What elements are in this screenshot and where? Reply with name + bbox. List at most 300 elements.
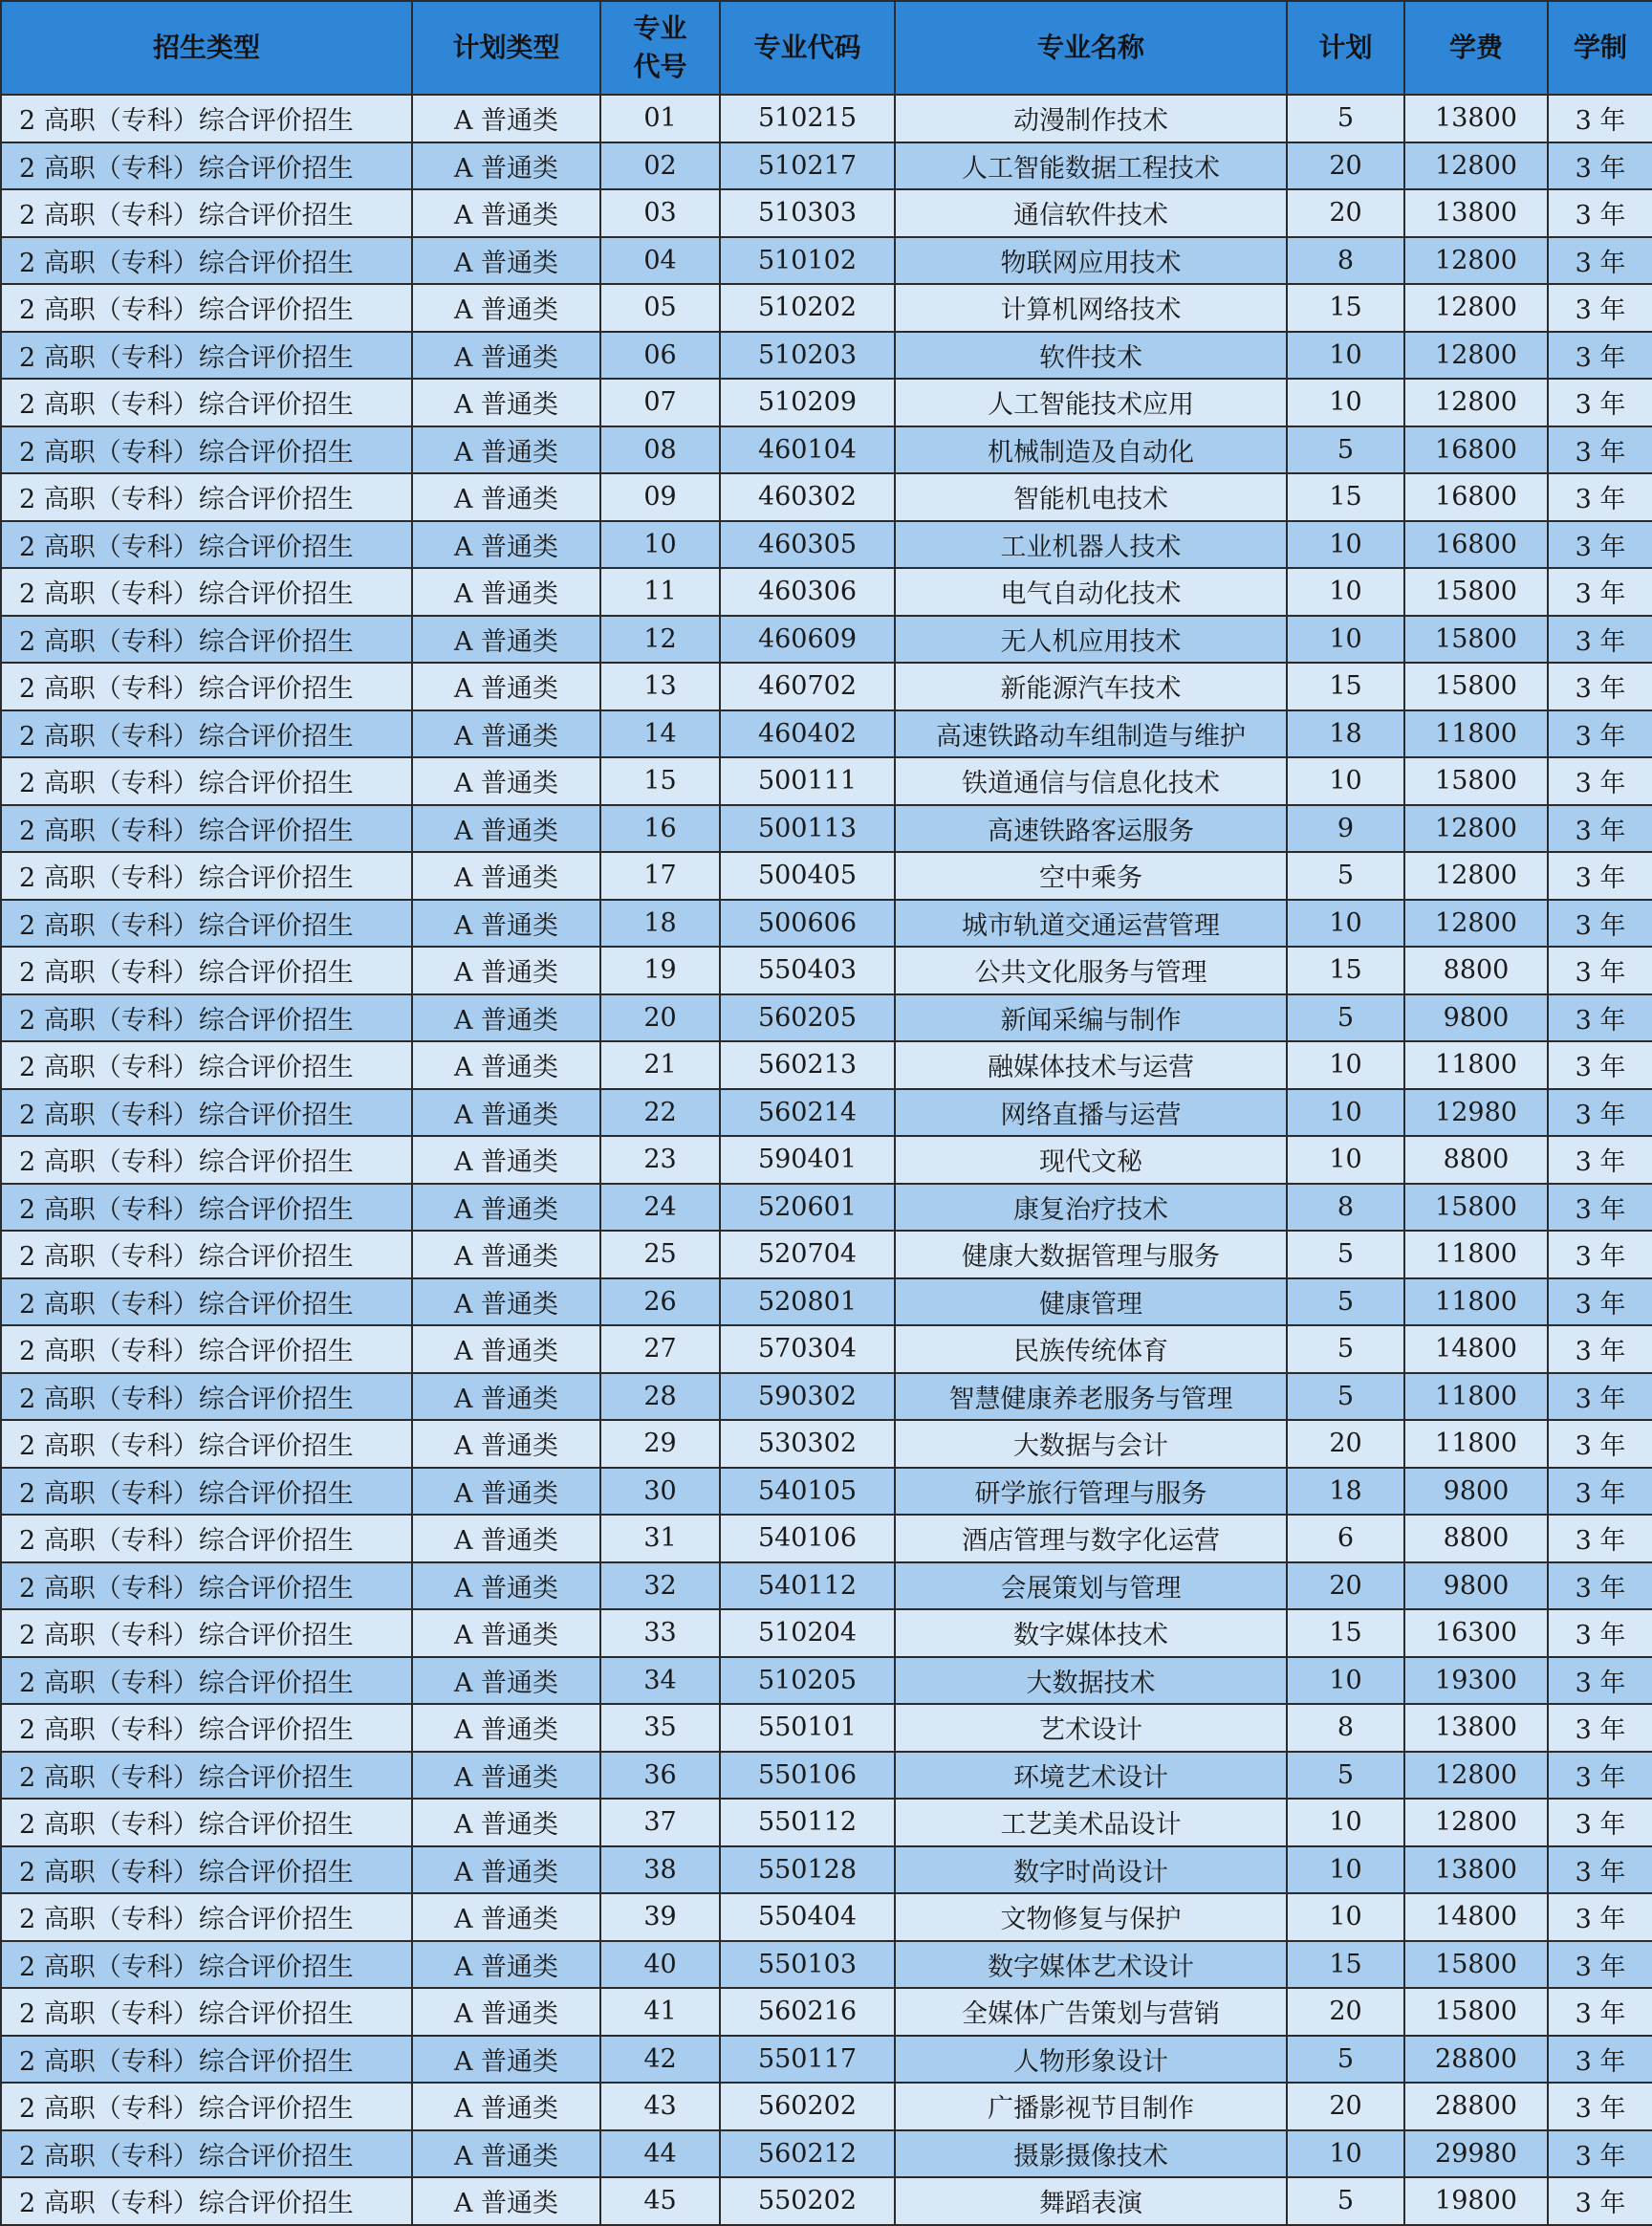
table-row (1, 2083, 1652, 2130)
cell-major-code: 550103 (720, 1941, 895, 1989)
cell-major-seq: 24 (600, 1184, 720, 1232)
cell-plan-type: A 普通类 (412, 1278, 600, 1326)
header-duration: 学制 (1548, 1, 1652, 95)
cell-major-seq: 41 (600, 1988, 720, 2036)
cell-major-seq: 17 (600, 852, 720, 900)
cell-admission-type: 2 高职（专科）综合评价招生 (1, 1752, 412, 1800)
cell-duration: 3 年 (1548, 1373, 1652, 1421)
cell-fee: 11800 (1404, 1231, 1548, 1278)
table-row (1, 757, 1652, 805)
cell-major-name: 数字时尚设计 (895, 1846, 1287, 1894)
cell-plan-type: A 普通类 (412, 1752, 600, 1800)
cell-plan: 5 (1287, 95, 1404, 142)
table-row (1, 521, 1652, 569)
cell-fee: 13800 (1404, 189, 1548, 237)
cell-major-code: 550128 (720, 1846, 895, 1894)
cell-major-seq: 23 (600, 1136, 720, 1184)
cell-major-code: 460104 (720, 426, 895, 474)
cell-plan-type: A 普通类 (412, 1136, 600, 1184)
cell-major-code: 460306 (720, 568, 895, 616)
cell-major-name: 摄影摄像技术 (895, 2130, 1287, 2178)
cell-major-seq: 14 (600, 710, 720, 758)
cell-duration: 3 年 (1548, 1752, 1652, 1800)
cell-duration: 3 年 (1548, 1089, 1652, 1137)
cell-fee: 12800 (1404, 284, 1548, 332)
cell-admission-type: 2 高职（专科）综合评价招生 (1, 284, 412, 332)
cell-major-code: 510202 (720, 284, 895, 332)
cell-admission-type: 2 高职（专科）综合评价招生 (1, 1373, 412, 1421)
cell-fee: 11800 (1404, 1420, 1548, 1468)
cell-major-name: 机械制造及自动化 (895, 426, 1287, 474)
cell-fee: 11800 (1404, 1041, 1548, 1089)
cell-major-name: 通信软件技术 (895, 189, 1287, 237)
cell-major-code: 550101 (720, 1704, 895, 1752)
cell-major-name: 新闻采编与制作 (895, 994, 1287, 1042)
cell-major-seq: 06 (600, 332, 720, 380)
cell-plan: 5 (1287, 852, 1404, 900)
cell-major-seq: 29 (600, 1420, 720, 1468)
cell-major-seq: 32 (600, 1562, 720, 1610)
cell-duration: 3 年 (1548, 616, 1652, 664)
cell-fee: 15800 (1404, 1184, 1548, 1232)
cell-major-code: 540106 (720, 1515, 895, 1562)
cell-plan-type: A 普通类 (412, 2130, 600, 2178)
cell-admission-type: 2 高职（专科）综合评价招生 (1, 95, 412, 142)
cell-major-name: 环境艺术设计 (895, 1752, 1287, 1800)
cell-plan: 8 (1287, 1704, 1404, 1752)
cell-major-seq: 01 (600, 95, 720, 142)
cell-plan: 8 (1287, 237, 1404, 285)
cell-major-seq: 36 (600, 1752, 720, 1800)
cell-duration: 3 年 (1548, 95, 1652, 142)
cell-duration: 3 年 (1548, 663, 1652, 710)
cell-major-name: 民族传统体育 (895, 1325, 1287, 1373)
table-row (1, 332, 1652, 380)
cell-plan: 10 (1287, 1041, 1404, 1089)
cell-duration: 3 年 (1548, 710, 1652, 758)
cell-duration: 3 年 (1548, 426, 1652, 474)
cell-major-code: 550117 (720, 2036, 895, 2084)
cell-plan: 5 (1287, 1373, 1404, 1421)
table-row (1, 1373, 1652, 1421)
table-row (1, 473, 1652, 521)
table-row (1, 1704, 1652, 1752)
cell-major-seq: 11 (600, 568, 720, 616)
cell-admission-type: 2 高职（专科）综合评价招生 (1, 1468, 412, 1516)
cell-fee: 11800 (1404, 710, 1548, 758)
cell-major-code: 560214 (720, 1089, 895, 1137)
cell-major-name: 人物形象设计 (895, 2036, 1287, 2084)
cell-admission-type: 2 高职（专科）综合评价招生 (1, 1041, 412, 1089)
cell-major-name: 智能机电技术 (895, 473, 1287, 521)
table-row (1, 1846, 1652, 1894)
cell-duration: 3 年 (1548, 473, 1652, 521)
cell-plan-type: A 普通类 (412, 1373, 600, 1421)
cell-admission-type: 2 高职（专科）综合评价招生 (1, 1278, 412, 1326)
table-row (1, 1562, 1652, 1610)
cell-plan: 5 (1287, 1325, 1404, 1373)
header-type: 招生类型 (1, 1, 412, 95)
cell-admission-type: 2 高职（专科）综合评价招生 (1, 1089, 412, 1137)
header-plan-type: 计划类型 (412, 1, 600, 95)
cell-major-code: 560216 (720, 1988, 895, 2036)
table-row (1, 1420, 1652, 1468)
cell-major-name: 健康大数据管理与服务 (895, 1231, 1287, 1278)
table-row (1, 805, 1652, 853)
cell-admission-type: 2 高职（专科）综合评价招生 (1, 237, 412, 285)
cell-plan: 10 (1287, 379, 1404, 426)
cell-major-code: 520601 (720, 1184, 895, 1232)
cell-plan: 10 (1287, 757, 1404, 805)
cell-major-name: 新能源汽车技术 (895, 663, 1287, 710)
cell-admission-type: 2 高职（专科）综合评价招生 (1, 1609, 412, 1657)
cell-major-seq: 09 (600, 473, 720, 521)
cell-duration: 3 年 (1548, 947, 1652, 994)
cell-major-name: 研学旅行管理与服务 (895, 1468, 1287, 1516)
cell-major-code: 550202 (720, 2177, 895, 2225)
cell-fee: 12800 (1404, 237, 1548, 285)
cell-plan-type: A 普通类 (412, 1468, 600, 1516)
cell-major-code: 460402 (720, 710, 895, 758)
cell-plan-type: A 普通类 (412, 2083, 600, 2130)
cell-fee: 13800 (1404, 95, 1548, 142)
table-row (1, 900, 1652, 948)
header-row (1, 1, 1652, 95)
cell-fee: 12800 (1404, 1752, 1548, 1800)
cell-plan-type: A 普通类 (412, 1089, 600, 1137)
cell-major-code: 540112 (720, 1562, 895, 1610)
cell-duration: 3 年 (1548, 1278, 1652, 1326)
cell-plan: 15 (1287, 663, 1404, 710)
cell-admission-type: 2 高职（专科）综合评价招生 (1, 710, 412, 758)
table-row (1, 1325, 1652, 1373)
cell-admission-type: 2 高职（专科）综合评价招生 (1, 1515, 412, 1562)
cell-major-seq: 02 (600, 142, 720, 190)
cell-major-seq: 38 (600, 1846, 720, 1894)
cell-duration: 3 年 (1548, 900, 1652, 948)
cell-plan-type: A 普通类 (412, 1941, 600, 1989)
cell-plan-type: A 普通类 (412, 1184, 600, 1232)
table-row (1, 1278, 1652, 1326)
cell-fee: 9800 (1404, 1468, 1548, 1516)
cell-major-code: 550403 (720, 947, 895, 994)
cell-plan: 10 (1287, 2130, 1404, 2178)
cell-plan: 5 (1287, 2036, 1404, 2084)
cell-major-name: 数字媒体技术 (895, 1609, 1287, 1657)
table-body (1, 95, 1652, 2225)
table-row (1, 1893, 1652, 1941)
cell-major-name: 城市轨道交通运营管理 (895, 900, 1287, 948)
cell-plan: 5 (1287, 1752, 1404, 1800)
cell-major-seq: 42 (600, 2036, 720, 2084)
cell-duration: 3 年 (1548, 189, 1652, 237)
cell-major-name: 现代文秘 (895, 1136, 1287, 1184)
cell-plan-type: A 普通类 (412, 1657, 600, 1705)
cell-admission-type: 2 高职（专科）综合评价招生 (1, 1325, 412, 1373)
cell-major-seq: 16 (600, 805, 720, 853)
cell-plan-type: A 普通类 (412, 521, 600, 569)
cell-major-code: 550404 (720, 1893, 895, 1941)
cell-major-seq: 40 (600, 1941, 720, 1989)
cell-plan-type: A 普通类 (412, 616, 600, 664)
cell-fee: 12800 (1404, 900, 1548, 948)
cell-major-code: 500113 (720, 805, 895, 853)
cell-major-code: 560205 (720, 994, 895, 1042)
table-row (1, 1941, 1652, 1989)
cell-duration: 3 年 (1548, 2083, 1652, 2130)
cell-major-code: 550106 (720, 1752, 895, 1800)
cell-duration: 3 年 (1548, 1041, 1652, 1089)
cell-plan: 6 (1287, 1515, 1404, 1562)
cell-major-seq: 34 (600, 1657, 720, 1705)
cell-plan-type: A 普通类 (412, 900, 600, 948)
cell-fee: 14800 (1404, 1325, 1548, 1373)
cell-major-name: 空中乘务 (895, 852, 1287, 900)
cell-major-code: 510204 (720, 1609, 895, 1657)
cell-plan: 8 (1287, 1184, 1404, 1232)
cell-major-name: 无人机应用技术 (895, 616, 1287, 664)
table-row (1, 1184, 1652, 1232)
cell-admission-type: 2 高职（专科）综合评价招生 (1, 663, 412, 710)
cell-plan-type: A 普通类 (412, 142, 600, 190)
cell-major-seq: 43 (600, 2083, 720, 2130)
cell-admission-type: 2 高职（专科）综合评价招生 (1, 900, 412, 948)
table-row (1, 1136, 1652, 1184)
cell-major-name: 电气自动化技术 (895, 568, 1287, 616)
cell-major-code: 510209 (720, 379, 895, 426)
cell-major-code: 510102 (720, 237, 895, 285)
table-row (1, 426, 1652, 474)
table-row (1, 1231, 1652, 1278)
cell-admission-type: 2 高职（专科）综合评价招生 (1, 1184, 412, 1232)
cell-major-seq: 30 (600, 1468, 720, 1516)
cell-plan: 5 (1287, 994, 1404, 1042)
cell-admission-type: 2 高职（专科）综合评价招生 (1, 1988, 412, 2036)
table-row (1, 379, 1652, 426)
cell-plan-type: A 普通类 (412, 95, 600, 142)
cell-admission-type: 2 高职（专科）综合评价招生 (1, 1657, 412, 1705)
cell-duration: 3 年 (1548, 1941, 1652, 1989)
cell-major-name: 计算机网络技术 (895, 284, 1287, 332)
cell-plan-type: A 普通类 (412, 947, 600, 994)
cell-fee: 9800 (1404, 1562, 1548, 1610)
cell-major-seq: 35 (600, 1704, 720, 1752)
cell-major-code: 510303 (720, 189, 895, 237)
cell-plan-type: A 普通类 (412, 332, 600, 380)
cell-major-name: 物联网应用技术 (895, 237, 1287, 285)
cell-fee: 12800 (1404, 852, 1548, 900)
cell-admission-type: 2 高职（专科）综合评价招生 (1, 1704, 412, 1752)
cell-fee: 15800 (1404, 757, 1548, 805)
table-row (1, 237, 1652, 285)
cell-admission-type: 2 高职（专科）综合评价招生 (1, 379, 412, 426)
cell-duration: 3 年 (1548, 1799, 1652, 1846)
cell-fee: 16800 (1404, 426, 1548, 474)
table-row (1, 142, 1652, 190)
cell-plan: 5 (1287, 1278, 1404, 1326)
cell-major-code: 590401 (720, 1136, 895, 1184)
cell-fee: 16300 (1404, 1609, 1548, 1657)
cell-major-seq: 21 (600, 1041, 720, 1089)
cell-fee: 12800 (1404, 805, 1548, 853)
cell-plan-type: A 普通类 (412, 1041, 600, 1089)
cell-major-seq: 26 (600, 1278, 720, 1326)
table-row (1, 1089, 1652, 1137)
cell-duration: 3 年 (1548, 757, 1652, 805)
cell-fee: 13800 (1404, 1846, 1548, 1894)
cell-admission-type: 2 高职（专科）综合评价招生 (1, 994, 412, 1042)
cell-plan: 10 (1287, 616, 1404, 664)
cell-admission-type: 2 高职（专科）综合评价招生 (1, 947, 412, 994)
cell-plan: 5 (1287, 2177, 1404, 2225)
cell-admission-type: 2 高职（专科）综合评价招生 (1, 189, 412, 237)
table-row (1, 2036, 1652, 2084)
cell-major-seq: 08 (600, 426, 720, 474)
cell-duration: 3 年 (1548, 1657, 1652, 1705)
cell-admission-type: 2 高职（专科）综合评价招生 (1, 852, 412, 900)
cell-major-code: 500405 (720, 852, 895, 900)
cell-plan: 5 (1287, 1231, 1404, 1278)
cell-major-code: 520801 (720, 1278, 895, 1326)
cell-major-name: 健康管理 (895, 1278, 1287, 1326)
cell-fee: 19800 (1404, 2177, 1548, 2225)
cell-duration: 3 年 (1548, 142, 1652, 190)
cell-major-code: 560213 (720, 1041, 895, 1089)
cell-plan-type: A 普通类 (412, 237, 600, 285)
cell-major-code: 590302 (720, 1373, 895, 1421)
cell-major-name: 动漫制作技术 (895, 95, 1287, 142)
cell-major-name: 公共文化服务与管理 (895, 947, 1287, 994)
cell-plan: 10 (1287, 568, 1404, 616)
cell-major-code: 510205 (720, 1657, 895, 1705)
cell-admission-type: 2 高职（专科）综合评价招生 (1, 1562, 412, 1610)
cell-plan: 10 (1287, 332, 1404, 380)
cell-major-name: 文物修复与保护 (895, 1893, 1287, 1941)
cell-major-name: 康复治疗技术 (895, 1184, 1287, 1232)
cell-plan: 15 (1287, 284, 1404, 332)
cell-fee: 15800 (1404, 663, 1548, 710)
cell-major-name: 工业机器人技术 (895, 521, 1287, 569)
cell-duration: 3 年 (1548, 1704, 1652, 1752)
cell-plan-type: A 普通类 (412, 1515, 600, 1562)
header-major-code: 专业代码 (720, 1, 895, 95)
cell-major-seq: 44 (600, 2130, 720, 2178)
cell-plan: 10 (1287, 521, 1404, 569)
cell-duration: 3 年 (1548, 521, 1652, 569)
table-row (1, 616, 1652, 664)
cell-major-code: 460302 (720, 473, 895, 521)
cell-duration: 3 年 (1548, 1562, 1652, 1610)
cell-plan: 10 (1287, 1657, 1404, 1705)
cell-admission-type: 2 高职（专科）综合评价招生 (1, 1420, 412, 1468)
cell-major-name: 网络直播与运营 (895, 1089, 1287, 1137)
cell-duration: 3 年 (1548, 1893, 1652, 1941)
cell-fee: 15800 (1404, 616, 1548, 664)
cell-major-name: 酒店管理与数字化运营 (895, 1515, 1287, 1562)
cell-plan-type: A 普通类 (412, 1562, 600, 1610)
cell-plan: 15 (1287, 473, 1404, 521)
cell-major-code: 570304 (720, 1325, 895, 1373)
cell-plan-type: A 普通类 (412, 379, 600, 426)
cell-plan-type: A 普通类 (412, 1799, 600, 1846)
cell-plan: 20 (1287, 189, 1404, 237)
cell-major-name: 全媒体广告策划与营销 (895, 1988, 1287, 2036)
cell-major-seq: 39 (600, 1893, 720, 1941)
cell-plan-type: A 普通类 (412, 994, 600, 1042)
header-plan: 计划 (1287, 1, 1404, 95)
table-row (1, 1041, 1652, 1089)
table-row (1, 284, 1652, 332)
cell-fee: 8800 (1404, 1136, 1548, 1184)
cell-plan-type: A 普通类 (412, 852, 600, 900)
cell-duration: 3 年 (1548, 1988, 1652, 2036)
cell-duration: 3 年 (1548, 284, 1652, 332)
cell-admission-type: 2 高职（专科）综合评价招生 (1, 2177, 412, 2225)
cell-major-name: 工艺美术品设计 (895, 1799, 1287, 1846)
cell-major-seq: 19 (600, 947, 720, 994)
cell-major-code: 500111 (720, 757, 895, 805)
cell-major-code: 540105 (720, 1468, 895, 1516)
table-row (1, 1799, 1652, 1846)
cell-major-name: 智慧健康养老服务与管理 (895, 1373, 1287, 1421)
table-row (1, 947, 1652, 994)
cell-admission-type: 2 高职（专科）综合评价招生 (1, 2130, 412, 2178)
cell-plan-type: A 普通类 (412, 1893, 600, 1941)
table-row (1, 568, 1652, 616)
cell-plan-type: A 普通类 (412, 284, 600, 332)
cell-fee: 13800 (1404, 1704, 1548, 1752)
table-row (1, 95, 1652, 142)
cell-plan: 18 (1287, 710, 1404, 758)
cell-admission-type: 2 高职（专科）综合评价招生 (1, 2036, 412, 2084)
cell-fee: 12980 (1404, 1089, 1548, 1137)
cell-plan: 15 (1287, 947, 1404, 994)
cell-admission-type: 2 高职（专科）综合评价招生 (1, 1846, 412, 1894)
cell-major-code: 560212 (720, 2130, 895, 2178)
cell-fee: 8800 (1404, 947, 1548, 994)
cell-fee: 12800 (1404, 142, 1548, 190)
cell-major-seq: 45 (600, 2177, 720, 2225)
cell-major-name: 铁道通信与信息化技术 (895, 757, 1287, 805)
cell-fee: 16800 (1404, 521, 1548, 569)
cell-fee: 15800 (1404, 1941, 1548, 1989)
cell-admission-type: 2 高职（专科）综合评价招生 (1, 1893, 412, 1941)
cell-fee: 15800 (1404, 568, 1548, 616)
cell-duration: 3 年 (1548, 1231, 1652, 1278)
cell-fee: 8800 (1404, 1515, 1548, 1562)
cell-fee: 28800 (1404, 2083, 1548, 2130)
header-major-name: 专业名称 (895, 1, 1287, 95)
cell-duration: 3 年 (1548, 1846, 1652, 1894)
cell-plan: 20 (1287, 1420, 1404, 1468)
cell-plan-type: A 普通类 (412, 1231, 600, 1278)
cell-admission-type: 2 高职（专科）综合评价招生 (1, 616, 412, 664)
cell-major-seq: 20 (600, 994, 720, 1042)
cell-plan: 15 (1287, 1941, 1404, 1989)
cell-major-code: 510203 (720, 332, 895, 380)
cell-plan: 20 (1287, 2083, 1404, 2130)
cell-duration: 3 年 (1548, 379, 1652, 426)
header-major-seq-line1: 专业 (633, 12, 687, 44)
cell-major-code: 510215 (720, 95, 895, 142)
cell-duration: 3 年 (1548, 568, 1652, 616)
cell-admission-type: 2 高职（专科）综合评价招生 (1, 473, 412, 521)
header-major-seq-line2: 代号 (633, 51, 687, 82)
cell-plan-type: A 普通类 (412, 1846, 600, 1894)
cell-plan: 20 (1287, 142, 1404, 190)
cell-fee: 11800 (1404, 1278, 1548, 1326)
cell-duration: 3 年 (1548, 994, 1652, 1042)
